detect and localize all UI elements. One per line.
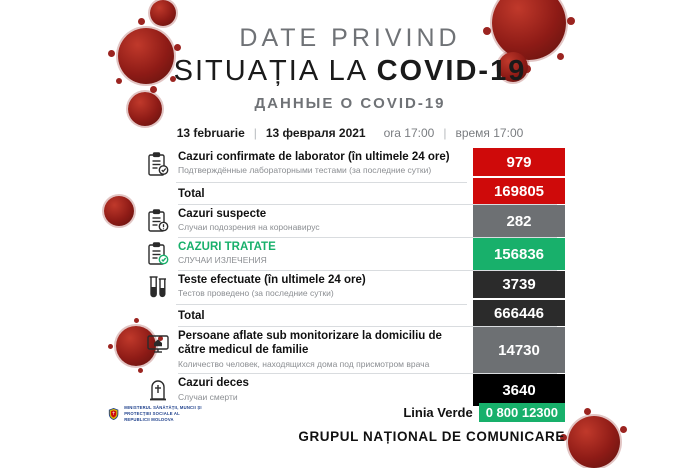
decorative-virus-left-lower (104, 196, 134, 226)
row-title: Cazuri confirmate de laborator (în ultimele 24 ore) (178, 151, 450, 163)
hotline-label: Linia Verde (403, 405, 473, 420)
row-total-label-wrap (176, 305, 473, 326)
table-row (140, 238, 565, 270)
hotline-row (0, 403, 700, 422)
row-total-label: Total (178, 187, 205, 200)
row-title: CAZURI TRATATE (178, 241, 276, 253)
home-monitoring-icon (140, 327, 176, 373)
row-subtitle: Случаи подозрения на коронавирус (178, 222, 320, 233)
row-value: 3640 (473, 374, 565, 406)
header-line-2-regular: SITUAȚIA LA (173, 55, 377, 87)
row-value-24h: 3739 (473, 271, 565, 298)
clipboard-cured-icon (140, 238, 176, 270)
date-time-bar (0, 126, 700, 140)
row-total-label: Total (178, 310, 205, 322)
row-subtitle: Случаи смерти (178, 391, 238, 402)
clipboard-lab-icon (140, 148, 176, 204)
row-subtitle: Подтверждённые лабораторными тестами (за последние сутки) (178, 165, 432, 176)
row-value: 282 (473, 205, 565, 237)
time-ro: ora 17:00 (383, 126, 435, 140)
ministry-logo (108, 392, 204, 436)
table-row (140, 271, 565, 326)
row-text (176, 271, 473, 303)
row-value: 14730 (473, 327, 565, 373)
test-tubes-icon (140, 271, 176, 326)
table-row (140, 148, 565, 204)
date-separator-2: | (443, 126, 447, 140)
row-total-label-wrap (176, 183, 473, 205)
row-subtitle: СЛУЧАИ ИЗЛЕЧЕНИЯ (178, 255, 267, 266)
row-text (176, 148, 473, 181)
row-text (176, 327, 473, 373)
row-values (473, 271, 565, 326)
moldova-crest-icon (108, 399, 119, 429)
date-separator-1: | (253, 126, 257, 140)
organization-name: GRUPUL NAȚIONAL DE COMUNICARE (298, 429, 565, 444)
row-subtitle: Тестов проведено (за последние сутки) (178, 288, 334, 299)
date-ru: 13 февраля 2021 (265, 126, 366, 140)
row-title: Persoane aflate sub monitorizare la domiciliu de către medicul de familie (178, 330, 442, 357)
ministry-logo-text: MINISTERUL SĂNĂTĂȚII, MUNCII ȘI PROTECȚIEI SOCIALE AL REPUBLICII MOLDOVA (124, 404, 202, 423)
row-value: 156836 (473, 238, 565, 270)
page-header (0, 24, 700, 140)
row-text (176, 238, 473, 270)
row-value-total: 169805 (473, 176, 565, 204)
row-value-24h: 979 (473, 148, 565, 176)
covid-stats-table (140, 148, 565, 406)
row-text (176, 374, 473, 406)
decorative-virus-top-left-small (150, 0, 176, 26)
table-row (140, 327, 565, 373)
hotline-number: 0 800 12300 (479, 403, 565, 422)
header-line-1: DATE PRIVIND (239, 24, 461, 52)
header-line-2 (0, 55, 700, 88)
row-title: Cazuri deces (178, 377, 249, 390)
row-text (176, 205, 473, 237)
time-ru: время 17:00 (455, 126, 524, 140)
header-line-3-russian: ДАННЫЕ О COVID-19 (254, 95, 446, 112)
row-subtitle: Количество человек, находящихся дома под присмотром врача (178, 358, 430, 369)
table-row (140, 205, 565, 237)
page-footer (0, 403, 700, 444)
row-title: Teste efectuate (în ultimele 24 ore) (178, 274, 366, 286)
row-values (473, 148, 565, 204)
clipboard-suspect-icon (140, 205, 176, 237)
row-value-total: 666446 (473, 298, 565, 326)
header-line-2-bold: COVID-19 (376, 55, 527, 87)
row-title: Cazuri suspecte (178, 208, 267, 220)
date-ro: 13 februarie (176, 126, 245, 140)
